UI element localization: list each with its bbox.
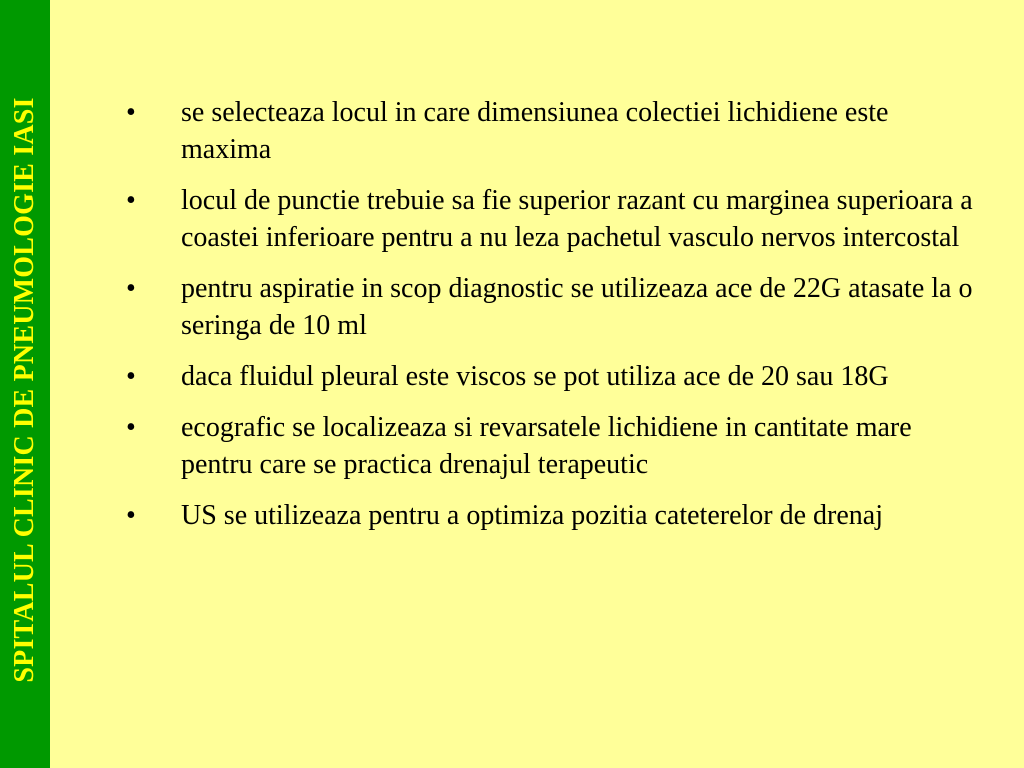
- bullet-text: pentru aspiratie in scop diagnostic se utilizeaza ace de 22G atasate la o seringa de 10 ml: [181, 273, 973, 341]
- bullet-text: ecografic se localizeaza si revarsatele lichidiene in cantitate mare pentru care se practica drenajul terapeutic: [181, 412, 912, 480]
- bullet-text: US se utilizeaza pentru a optimiza pozitia cateterelor de drenaj: [181, 500, 884, 531]
- bullet-item: [120, 497, 980, 534]
- sidebar-label: SPITALUL CLINIC DE PNEUMOLOGIE IASI: [9, 97, 40, 683]
- bullet-marker: •: [126, 185, 136, 216]
- bullet-text: se selecteaza locul in care dimensiunea colectiei lichidiene este maxima: [181, 97, 889, 165]
- bullet-item: [120, 409, 980, 483]
- bullet-item: [120, 94, 980, 168]
- bullet-marker: •: [126, 361, 136, 392]
- bullet-item: [120, 270, 980, 344]
- bullet-marker: •: [126, 97, 136, 128]
- bullet-item: [120, 182, 980, 256]
- bullet-list: [120, 94, 980, 548]
- bullet-marker: •: [126, 412, 136, 443]
- sidebar-band: [0, 0, 50, 768]
- bullet-marker: •: [126, 500, 136, 531]
- bullet-text: daca fluidul pleural este viscos se pot utiliza ace de 20 sau 18G: [181, 361, 889, 392]
- bullet-text: locul de punctie trebuie sa fie superior razant cu marginea superioara a coastei inferioare pentru a nu leza pachetul vasculo nervos intercostal: [181, 185, 973, 253]
- bullet-marker: •: [126, 273, 136, 304]
- bullet-item: [120, 358, 980, 395]
